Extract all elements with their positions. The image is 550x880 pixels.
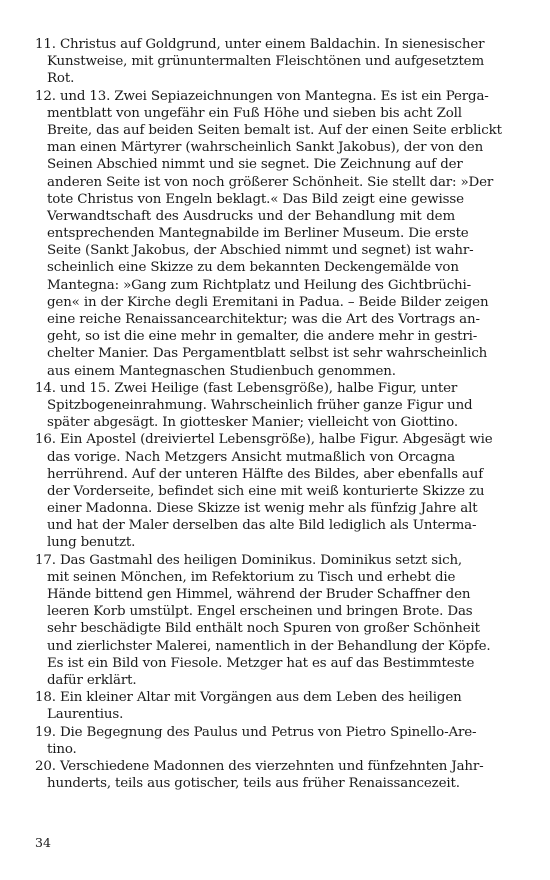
text-line: man einen Märtyrer (wahrscheinlich Sankt Jakobus), der von den [47,140,484,156]
text-line: Kunstweise, mit grünuntermalten Fleischtönen und aufgesetztem [47,54,485,70]
text-line: 11. Christus auf Goldgrund, unter einem Baldachin. In sienesischer [35,37,485,52]
text-line: tote Christus von Engeln beklagt.« Das Bild zeigt eine gewisse [47,191,464,207]
text-line: Hände bittend gen Himmel, während der Bruder Schaffner den [47,587,471,602]
text-line: 20. Verschiedene Madonnen des vierzehnten und fünfzehnten Jahr- [35,758,484,774]
text-line: 17. Das Gastmahl des heiligen Dominikus. Dominikus setzt sich, [35,552,463,568]
text-line: lung benutzt. [47,535,136,551]
text-line: aus einem Mantegnaschen Studienbuch genommen. [47,363,396,379]
text-line: chelter Manier. Das Pergamentblatt selbst ist sehr wahrscheinlich [47,346,488,362]
text-line: Es ist ein Bild von Fiesole. Metzger hat es auf das Bestimmteste [47,655,475,671]
text-line: 12. und 13. Zwei Sepiazeichnungen von Mantegna. Es ist ein Perga- [35,88,489,104]
text-line: anderen Seite ist von noch größerer Schönheit. Sie stellt dar: »Der [47,174,494,190]
catalogue-entry-20 [35,758,484,792]
text-line: sehr beschädigte Bild enthält noch Spuren von großer Schönheit [47,621,480,637]
text-line: entsprechenden Mantegnabilde im Berliner Museum. Die erste [47,226,469,242]
text-line: Mantegna: »Gang zum Richtplatz und Heilung des Gichtbrüchi- [47,277,472,293]
catalogue-entry-16 [35,431,493,551]
text-line: herrührend. Auf der unteren Hälfte des Bildes, aber ebenfalls auf [47,466,484,482]
text-line: mentblatt von ungefähr ein Fuß Höhe und sieben bis acht Zoll [47,105,462,121]
text-line: 14. und 15. Zwei Heilige (fast Lebensgröße), halbe Figur, unter [35,380,458,396]
text-line: das vorige. Nach Metzgers Ansicht mutmaßlich von Orcagna [47,449,455,465]
text-line: später abgesägt. In giottesker Manier; vielleicht von Giottino. [47,415,458,431]
text-line: Verwandtschaft des Ausdrucks und der Behandlung mit dem [47,208,455,224]
page-number: 34 [35,835,51,850]
catalogue-text [35,36,502,792]
catalogue-entry-11 [35,36,485,88]
text-line: 18. Ein kleiner Altar mit Vorgängen aus dem Leben des heiligen [35,690,462,706]
text-line: hunderts, teils aus gotischer, teils aus früher Renaissancezeit. [47,776,460,792]
text-line: der Vorderseite, befindet sich eine mit weiß konturierte Skizze zu [47,483,485,499]
catalogue-entry-17 [35,552,491,690]
catalogue-entry-14-15 [35,380,473,432]
text-line: und zierlichster Malerei, namentlich in der Behandlung der Köpfe. [47,638,491,654]
catalogue-entry-18 [35,689,462,723]
text-line: tino. [47,741,77,757]
text-line: gen« in der Kirche degli Eremitani in Padua. – Beide Bilder zeigen [47,294,489,310]
text-line: scheinlich eine Skizze zu dem bekannten Deckengemälde von [47,260,459,276]
text-line: Breite, das auf beiden Seiten bemalt ist. Auf der einen Seite erblickt [47,122,502,138]
text-line: dafür erklärt. [47,672,137,688]
catalogue-entry-19 [35,724,477,758]
catalogue-entry-12-13 [35,88,502,380]
text-line: Seite (Sankt Jakobus, der Abschied nimmt und segnet) ist wahr- [47,243,474,259]
text-line: geht, so ist die eine mehr in gemalter, die andere mehr in gestri- [47,329,478,345]
text-line: einer Madonna. Diese Skizze ist wenig mehr als fünfzig Jahre alt [47,501,478,517]
text-line: 16. Ein Apostel (dreiviertel Lebensgröße), halbe Figur. Abgesägt wie [35,432,493,448]
text-line: mit seinen Mönchen, im Refektorium zu Tisch und erhebt die [47,569,456,585]
text-line: leeren Korb umstülpt. Engel erscheinen und bringen Brote. Das [47,604,473,620]
text-line: Rot. [47,71,75,87]
text-line: eine reiche Renaissancearchitektur; was die Art des Vortrags an- [47,312,480,327]
text-line: Seinen Abschied nimmt und sie segnet. Die Zeichnung auf der [47,157,463,173]
text-line: Spitzbogeneinrahmung. Wahrscheinlich früher ganze Figur und [47,397,473,413]
text-line: und hat der Maler derselben das alte Bild lediglich als Unterma- [47,518,477,534]
text-line: 19. Die Begegnung des Paulus und Petrus von Pietro Spinello-Are- [35,724,477,740]
text-line: Laurentius. [47,707,124,723]
